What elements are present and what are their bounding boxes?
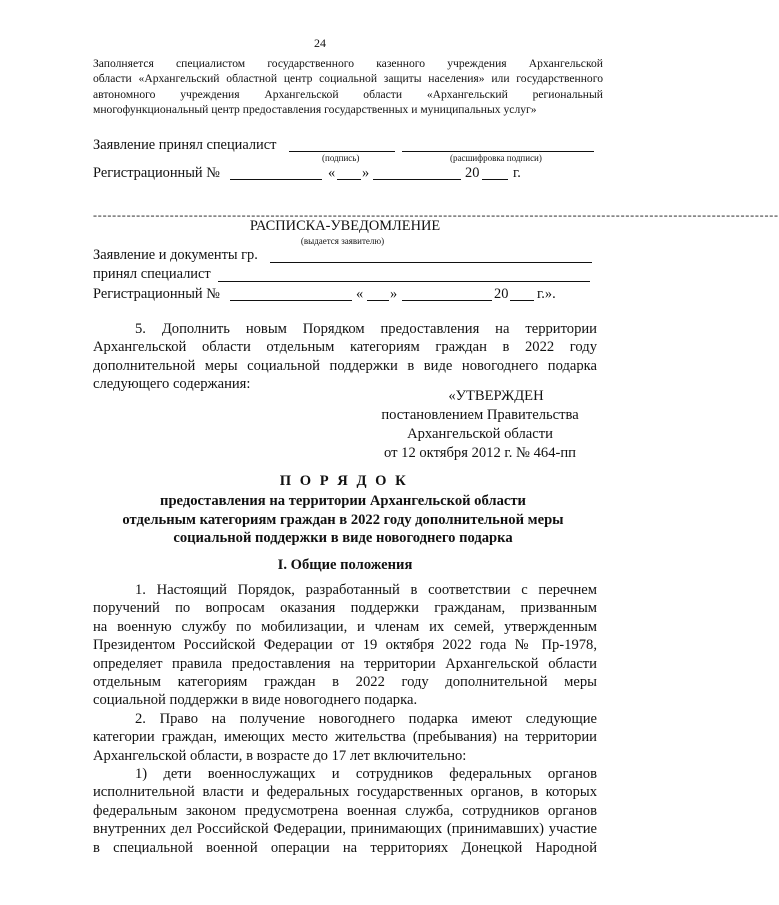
text-line: в специальной военной операции на территориях Донецкой Народной [93, 839, 597, 856]
text-line: исполнительной власти и федеральных государственных органов, в которых [93, 784, 597, 801]
receipt-year-suffix: г.». [537, 286, 556, 302]
receipt-month-field[interactable] [402, 300, 492, 301]
receipt-year-field[interactable] [510, 300, 534, 301]
year-field[interactable] [482, 179, 508, 180]
specialist-field[interactable] [218, 281, 590, 282]
text-line: дополнительной меры социальной поддержки в виде новогоднего подарка [93, 357, 597, 374]
receipt-title: РАСПИСКА-УВЕДОМЛЕНИЕ [249, 218, 441, 234]
text-line: 5. Дополнить новым Порядком предоставления на территории [135, 321, 597, 337]
signature-field[interactable] [289, 151, 395, 152]
receipt-reg-number-field[interactable] [230, 300, 352, 301]
text-line: Президентом Российской Федерации от 19 октября 2022 года № Пр-1978, [93, 637, 597, 654]
order-subtitle [0, 492, 686, 548]
text-line: поручений по вопросам оказания поддержки гражданам, призванным [93, 600, 597, 617]
approved-line: от 12 октября 2012 г. № 464-пп [384, 445, 576, 461]
text-line: внутренних дел Российской Федерации, принимающих (принимавших) участие [93, 821, 597, 838]
note-line: Заполняется специалистом государственного казенного учреждения Архангельской [93, 57, 603, 70]
text-line: социальной поддержки в виде новогоднего подарка. [93, 692, 418, 709]
p3-paragraph [93, 765, 597, 857]
signature-decode-field[interactable] [402, 151, 594, 152]
day-field[interactable] [337, 179, 361, 180]
receipt-reg-label: Регистрационный № [93, 286, 220, 302]
accepted-label: Заявление принял специалист [93, 137, 277, 153]
note-line: автономного учреждения Архангельской области «Архангельский региональный [93, 87, 603, 101]
quote-open: « [328, 165, 336, 181]
receipt-quote-open: « [356, 286, 364, 302]
reg-label: Регистрационный № [93, 165, 220, 181]
receipt-year-prefix: 20 [494, 286, 509, 302]
cut-line-separator: ----------------------------------------------------------------------------------------------------------------------------------------------- [93, 208, 779, 222]
p2-paragraph [93, 710, 597, 765]
approved-block [372, 387, 588, 463]
docs-label: Заявление и документы гр. [93, 247, 258, 263]
p1-paragraph [93, 581, 597, 710]
year-prefix: 20 [465, 165, 480, 181]
text-line: определяет правила предоставления на территории Архангельской области [93, 655, 597, 672]
text-line: следующего содержания: [93, 376, 251, 393]
reg-number-field[interactable] [230, 179, 322, 180]
note-line: многофункциональный центр предоставления государственных и муниципальных услуг» [93, 102, 537, 116]
text-line: Архангельской области, в возрасте до 17 лет включительно: [93, 747, 467, 764]
month-field[interactable] [373, 179, 461, 180]
text-line: 1) дети военнослужащих и сотрудников федеральных органов [135, 766, 597, 782]
subtitle-line: отдельным категориям граждан в 2022 году дополнительной меры [122, 511, 564, 528]
year-suffix: г. [513, 165, 521, 181]
subtitle-line: предоставления на территории Архангельской области [160, 493, 526, 509]
text-line: категории граждан, имеющих место жительства (пребывания) на территории [93, 729, 597, 746]
item5-paragraph [93, 320, 597, 394]
subtitle-line: социальной поддержки в виде новогоднего подарка [173, 530, 513, 547]
text-line: 2. Право на получение новогоднего подарка имеют следующие [135, 711, 597, 727]
approved-line: Архангельской области [407, 426, 553, 442]
approved-line: постановлением Правительства [381, 407, 579, 423]
receipt-subtitle: (выдается заявителю) [300, 236, 385, 246]
decode-hint: (расшифровка подписи) [450, 153, 542, 163]
quote-close: » [362, 165, 370, 181]
signature-hint: (подпись) [322, 153, 360, 163]
receipt-day-field[interactable] [367, 300, 389, 301]
receipt-quote-close: » [390, 286, 398, 302]
text-line: 1. Настоящий Порядок, разработанный в соответствии с перечнем [135, 582, 597, 598]
approved-line: «УТВЕРЖДЕН [448, 388, 544, 404]
text-line: федеральным законом предусмотрена военная служба, сотрудников органов [93, 802, 597, 819]
citizen-field[interactable] [270, 262, 592, 263]
order-title: П О Р Я Д О К [279, 473, 409, 489]
text-line: Архангельской области отдельным категориям граждан в 2022 году [93, 339, 597, 356]
section-1-title: I. Общие положения [277, 557, 413, 573]
note-line: области «Архангельский областной центр социальной защиты населения» или государственного [93, 72, 603, 86]
page-number: 24 [314, 36, 326, 50]
receipt-accepted-label: принял специалист [93, 266, 211, 282]
text-line: отдельным категориям граждан в 2022 году дополнительной меры [93, 674, 597, 691]
text-line: на военную службу по мобилизации, и членам их семей, утвержденным [93, 618, 597, 635]
specialist-note [93, 56, 603, 117]
